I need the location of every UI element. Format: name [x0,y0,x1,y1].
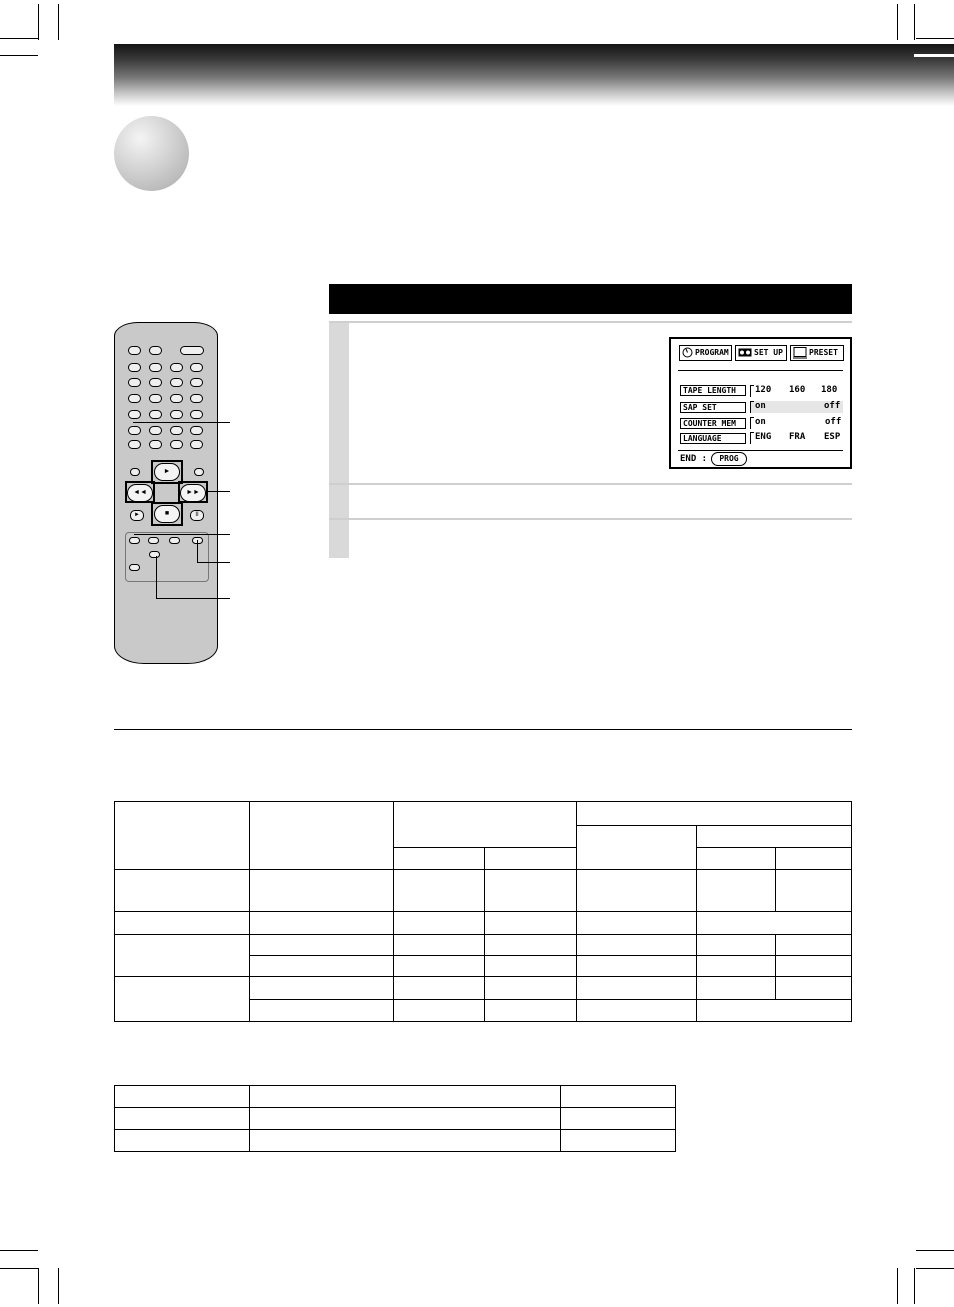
menu-rule [678,450,843,451]
channel-up-button[interactable] [190,363,203,372]
menu-button[interactable] [128,426,141,435]
step-number-1 [329,323,349,483]
channel-down-button[interactable] [190,378,203,387]
selection-bracket [750,401,754,413]
menu-rule [678,370,843,371]
small-table [114,1085,676,1152]
small-play-icon[interactable]: ► [130,510,144,521]
remote-button[interactable] [194,468,204,476]
remote-button[interactable] [170,410,183,419]
remote-button[interactable] [148,537,159,544]
vcr-button[interactable] [129,537,140,544]
tape-length-label: TAPE LENGTH [680,385,746,396]
cassette-icon [738,348,752,357]
tab-preset[interactable]: PRESET [790,345,844,361]
clock-icon [682,347,693,358]
remote-button[interactable] [128,363,141,372]
sap-set-option[interactable]: off [824,401,841,411]
tape-length-option[interactable]: 120 [755,385,772,395]
counter-mem-option[interactable]: on [755,417,766,427]
header-notch [914,54,954,57]
remote-button[interactable] [170,440,183,449]
remote-button[interactable] [128,440,141,449]
header-band [114,44,954,106]
language-option[interactable]: FRA [789,432,806,442]
enter-button[interactable] [149,551,160,558]
remote-button[interactable] [149,363,162,372]
remote-button[interactable] [180,346,204,355]
tape-time-table [114,801,852,1022]
tab-program[interactable]: PROGRAM [679,345,732,361]
language-option[interactable]: ENG [755,432,772,442]
remote-button[interactable] [170,363,183,372]
remote-button[interactable] [128,378,141,387]
section-circle-icon [114,116,189,191]
prog-button[interactable]: PROG [711,452,747,466]
step-divider [329,518,852,520]
end-label: END : [680,454,708,464]
remote-button[interactable] [149,410,162,419]
counter-mem-label: COUNTER MEM [680,418,746,429]
remote-button[interactable] [129,564,140,571]
steps-header-bar [329,284,852,314]
play-icon[interactable]: ► [154,463,180,481]
remote-button[interactable] [128,410,141,419]
remote-button[interactable] [149,394,162,403]
section-divider [114,729,852,730]
sap-set-option[interactable]: on [755,401,766,411]
tv-icon [793,347,807,359]
language-label: LANGUAGE [680,433,746,444]
remote-button[interactable] [128,394,141,403]
step-number-2 [329,485,349,518]
selection-bracket [750,417,754,429]
remote-button[interactable] [128,346,141,355]
volume-up-button[interactable] [190,394,203,403]
sap-set-label: SAP SET [680,402,746,413]
pause-icon[interactable]: II [190,510,204,521]
remote-button[interactable] [149,440,162,449]
tab-setup[interactable]: SET UP [735,345,787,361]
remote-button[interactable] [130,468,140,476]
stop-icon[interactable]: ■ [154,505,180,523]
remote-button[interactable] [190,426,203,435]
remote-control [114,322,218,664]
counter-mem-option[interactable]: off [825,417,842,427]
remote-button[interactable] [170,394,183,403]
remote-button[interactable] [190,440,203,449]
fast-forward-icon[interactable]: ►► [180,484,206,502]
volume-down-button[interactable] [190,410,203,419]
selection-bracket [750,432,754,444]
remote-button[interactable] [170,378,183,387]
remote-button[interactable] [149,426,162,435]
setup-menu-screen [669,337,852,469]
tape-length-option[interactable]: 180 [821,385,838,395]
remote-button[interactable] [149,378,162,387]
remote-button[interactable] [169,537,180,544]
step-divider [329,321,852,323]
remote-button[interactable] [149,346,162,355]
language-option[interactable]: ESP [824,432,841,442]
remote-button[interactable] [170,426,183,435]
rewind-icon[interactable]: ◄◄ [127,484,153,502]
selection-bracket [750,385,754,397]
tape-length-option[interactable]: 160 [789,385,806,395]
step-divider [329,483,852,485]
step-number-3 [329,520,349,558]
